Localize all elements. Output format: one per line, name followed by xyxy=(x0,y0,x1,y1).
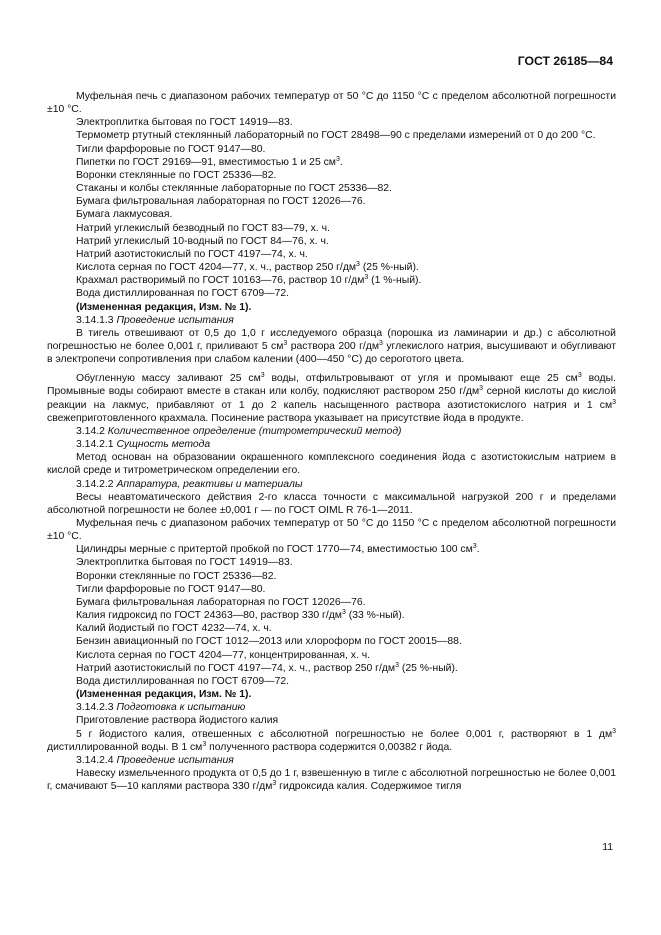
text: (33 %-ный). xyxy=(345,610,405,622)
section-heading xyxy=(47,438,616,451)
text: (25 %-ный). xyxy=(398,662,458,674)
text: свежеприготовленного крахмала. Посинение раствора указывает на присутствие йода в продукте. xyxy=(47,412,524,424)
paragraph: Метод основан на образовании окрашенного комплексного соединения йода с азотистокислым натрием в кислой среде и титрометрическом определении его. xyxy=(47,452,616,477)
paragraph: Натрий углекислый безводный по ГОСТ 83—79, х. ч. xyxy=(76,222,330,234)
paragraph: Электроплитка бытовая по ГОСТ 14919—83. xyxy=(76,117,293,129)
paragraph: Воронки стеклянные по ГОСТ 25336—82. xyxy=(76,570,277,582)
paragraph: Приготовление раствора йодистого калия xyxy=(76,715,279,727)
section-title: Проведение испытания xyxy=(116,314,234,326)
section-number: 3.14.2 xyxy=(76,425,108,437)
paragraph: Тигли фарфоровые по ГОСТ 9147—80. xyxy=(76,583,266,595)
text: . xyxy=(339,156,343,168)
paragraph: Натрий азотистокислый по ГОСТ 4197—74, х. ч. xyxy=(76,248,308,260)
text: Кислота серная по ГОСТ 4204—77, х. ч., раствор 250 г/дм xyxy=(76,262,357,274)
paragraph: Вода дистиллированная по ГОСТ 6709—72. xyxy=(76,675,290,687)
amendment-note: (Измененная редакция, Изм. № 1). xyxy=(76,689,252,701)
text: раствора 200 г/дм xyxy=(287,340,379,352)
superscript: 3 xyxy=(335,155,340,163)
paragraph: Муфельная печь с диапазоном рабочих температур от 50 °С до 1150 °С с пределом абсолютной погрешности ±10 °С. xyxy=(47,91,616,116)
text: Калия гидроксид по ГОСТ 24363—80, раствор 330 г/дм xyxy=(76,610,342,622)
text: Крахмал растворимый по ГОСТ 10163—76, раствор 10 г/дм xyxy=(76,275,365,287)
paragraph: Термометр ртутный стеклянный лабораторный по ГОСТ 28498—90 с пределами измерений от 0 до 200 °С. xyxy=(76,130,596,142)
section-heading xyxy=(47,478,616,491)
superscript: 3 xyxy=(472,543,477,551)
text: Натрий азотистокислый по ГОСТ 4197—74, х. ч., раствор 250 г/дм xyxy=(76,662,396,674)
paragraph: Тигли фарфоровые по ГОСТ 9147—80. xyxy=(76,143,266,155)
section-title: Количественное определение (титрометрический метод) xyxy=(107,425,402,437)
paragraph xyxy=(47,372,616,425)
paragraph xyxy=(47,543,616,556)
text: Цилиндры мерные с притертой пробкой по ГОСТ 1770—74, вместимостью 100 см xyxy=(76,544,473,556)
superscript: 3 xyxy=(341,609,346,617)
text: (1 %-ный). xyxy=(368,275,422,287)
text: углекислого натрия, высушивают и обугливают в электропечи сопротивления при слабом калении (400—450 °С) до сероготого цвета. xyxy=(47,340,616,366)
section-title: Подготовка к испытанию xyxy=(116,702,246,714)
paragraph: Вода дистиллированная по ГОСТ 6709—72. xyxy=(76,288,290,300)
paragraph: Бумага фильтровальная лабораторная по ГОСТ 12026—76. xyxy=(76,196,366,208)
paragraph: Кислота серная по ГОСТ 4204—77, концентрированная, х. ч. xyxy=(76,649,371,661)
superscript: 3 xyxy=(612,398,616,406)
paragraph xyxy=(47,261,616,274)
paragraph: Бензин авиационный по ГОСТ 1012—2013 или хлороформ по ГОСТ 20015—88. xyxy=(76,636,462,648)
paragraph xyxy=(47,327,616,366)
superscript: 3 xyxy=(577,372,582,380)
superscript: 3 xyxy=(479,385,483,393)
section-heading xyxy=(47,754,616,767)
section-title: Проведение испытания xyxy=(116,754,234,766)
text: (25 %-ный). xyxy=(359,262,419,274)
text: воды. Промывные воды собирают вместе в стакан или колбу, подкисляют раствором 250 г/дм xyxy=(47,373,616,398)
superscript: 3 xyxy=(260,372,265,380)
section-heading xyxy=(47,701,616,714)
text: Навеску измельченного продукта от 0,5 до 1 г, взвешенную в тигле с абсолютной погрешностью не более 0,001 г, смачивают 5—10 каплями раствора 330 г/дм xyxy=(47,767,616,793)
paragraph xyxy=(47,274,616,287)
paragraph xyxy=(47,156,616,169)
page-content xyxy=(47,90,616,793)
text: воды, отфильтровывают от угля и промывают еще 25 см xyxy=(264,373,578,385)
superscript: 3 xyxy=(395,661,399,669)
paragraph xyxy=(47,728,616,754)
section-number: 3.14.2.3 xyxy=(76,702,117,714)
text: 5 г йодистого калия, отвешенных с абсолютной погрешностью не более 0,001 г, растворяют в 1 дм xyxy=(76,728,613,740)
text: Обугленную массу заливают 25 см xyxy=(76,373,261,385)
text: гидроксида калия. Содержимое тигля xyxy=(276,781,462,793)
superscript: 3 xyxy=(364,274,369,282)
paragraph: Бумага лакмусовая. xyxy=(76,209,173,221)
section-number: 3.14.1.3 xyxy=(76,314,117,326)
text: дистиллированной воды. В 1 см xyxy=(47,741,203,753)
text: полученного раствора содержится 0,00382 г йода. xyxy=(206,741,453,753)
section-number: 3.14.2.1 xyxy=(76,439,117,451)
paragraph: Натрий углекислый 10-водный по ГОСТ 84—76, х. ч. xyxy=(76,235,329,247)
section-heading xyxy=(47,314,616,327)
superscript: 3 xyxy=(283,339,288,347)
superscript: 3 xyxy=(356,261,360,269)
section-number: 3.14.2.4 xyxy=(76,754,117,766)
page-number: 11 xyxy=(602,842,613,853)
amendment-note: (Измененная редакция, Изм. № 1). xyxy=(76,301,252,313)
section-title: Сущность метода xyxy=(116,439,211,451)
paragraph: Калий йодистый по ГОСТ 4232—74, х. ч. xyxy=(76,623,272,635)
text: . xyxy=(476,544,480,556)
text: серной кислоты до кислой реакции на лакмус, прибавляют от 1 до 2 капель насыщенного раствора азотистокислого натрия и 1 см xyxy=(47,386,616,411)
paragraph: Весы неавтоматического действия 2-го класса точности с максимальной нагрузкой 200 г и пределами абсолютной погрешности не более ±0,001 г — по ГОСТ OIML R 76-1—2011. xyxy=(47,491,616,516)
section-number: 3.14.2.2 xyxy=(76,478,117,490)
paragraph xyxy=(47,662,616,675)
paragraph xyxy=(47,767,616,793)
superscript: 3 xyxy=(612,727,616,735)
text: Пипетки по ГОСТ 29169—91, вместимостью 1 и 25 см xyxy=(76,156,336,168)
text: В тигель отвешивают от 0,5 до 1,0 г исследуемого образца (порошка из ламинарии и др.) с абсолютной погрешностью не более 0,001 г, приливают 5 см xyxy=(47,327,616,352)
paragraph xyxy=(47,609,616,622)
paragraph: Воронки стеклянные по ГОСТ 25336—82. xyxy=(76,169,277,181)
section-title: Аппаратура, реактивы и материалы xyxy=(116,478,303,490)
superscript: 3 xyxy=(379,339,383,347)
paragraph: Стаканы и колбы стеклянные лабораторные по ГОСТ 25336—82. xyxy=(76,183,392,195)
paragraph: Электроплитка бытовая по ГОСТ 14919—83. xyxy=(76,557,293,569)
section-heading xyxy=(47,425,616,438)
superscript: 3 xyxy=(202,740,207,748)
paragraph: Бумага фильтровальная лабораторная по ГОСТ 12026—76. xyxy=(76,596,366,608)
document-header: ГОСТ 26185—84 xyxy=(517,54,613,68)
paragraph: Муфельная печь с диапазоном рабочих температур от 50 °С до 1150 °С с пределом абсолютной погрешности ±10 °С. xyxy=(47,518,616,543)
superscript: 3 xyxy=(272,780,277,788)
